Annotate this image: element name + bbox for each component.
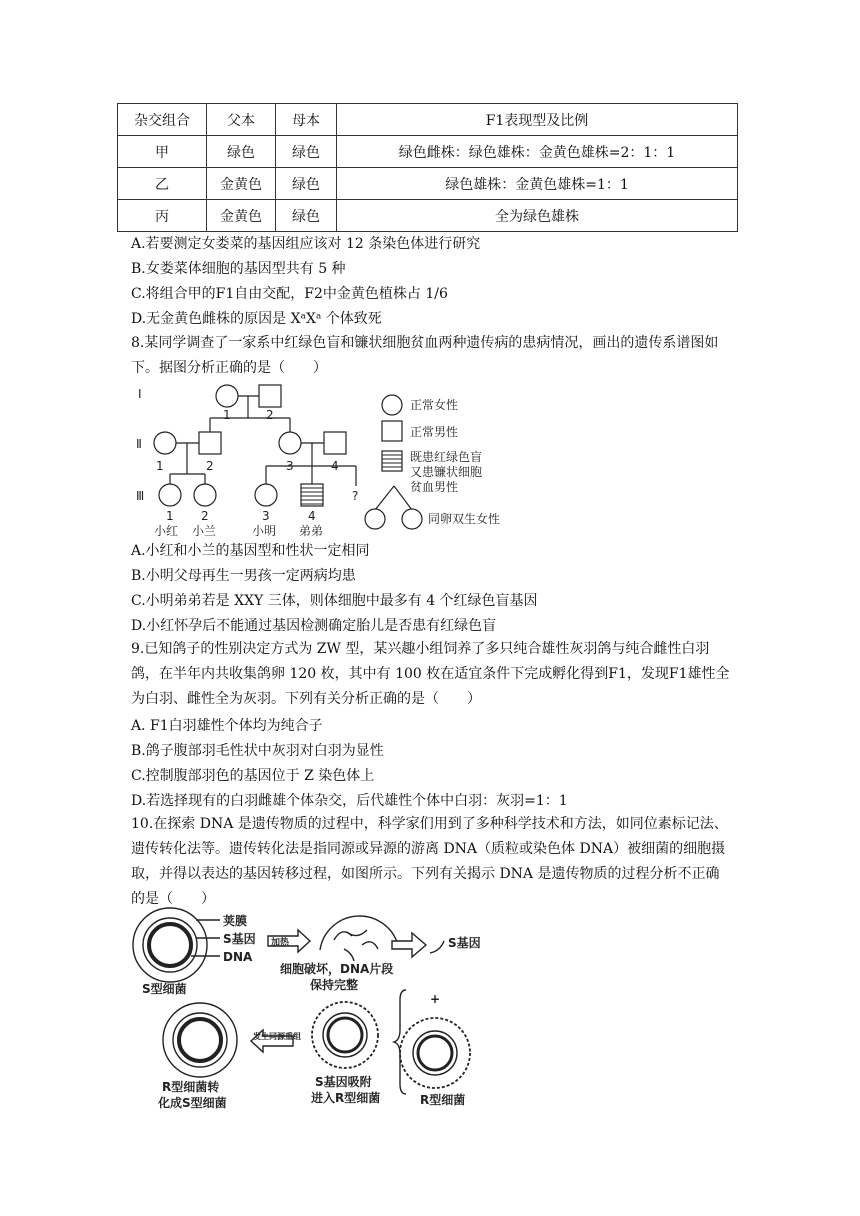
table-cell: 绿色	[276, 200, 337, 232]
q7-option-a: A.若要测定女娄菜的基因组应该对 12 条染色体进行研究	[131, 236, 481, 252]
table-row	[118, 136, 738, 168]
table-cell: 丙	[118, 200, 207, 232]
id-num: 4	[331, 459, 339, 473]
legend-affected-3: 贫血男性	[410, 480, 459, 494]
legend-affected-2: 又患镰状细胞	[410, 465, 483, 479]
label-adsorb-1: S基因吸附	[315, 1075, 372, 1089]
table-row	[118, 200, 738, 232]
table-row	[118, 168, 738, 200]
header-cell: 父本	[207, 104, 276, 136]
id-num: 2	[266, 408, 274, 422]
name-xiaohong: 小红	[154, 524, 179, 538]
transformation-diagram	[130, 905, 530, 1115]
table-cell: 绿色	[276, 168, 337, 200]
id-num: 3	[286, 459, 294, 473]
cross-table	[117, 103, 738, 232]
gen-label: Ⅲ	[136, 489, 145, 503]
label-s-bacteria: S型细菌	[142, 982, 187, 996]
header-cell: 母本	[276, 104, 337, 136]
table-cell: 绿色	[276, 136, 337, 168]
id-num: 4	[308, 509, 316, 523]
label-broken-1: 细胞破坏，DNA片段	[280, 962, 394, 976]
label-s-gene-free: S基因	[448, 936, 481, 950]
f1-header: F1表现型及比例	[485, 112, 589, 129]
id-num: 1	[166, 509, 174, 523]
label-adsorb-2: 进入R型细菌	[311, 1091, 381, 1105]
label-capsule: 荚膜	[223, 914, 248, 928]
table-cell: 绿色	[207, 136, 276, 168]
table-cell: 绿色雄株：金黄色雄株=1：1	[337, 168, 738, 200]
label-transform-1: R型细菌转	[162, 1080, 220, 1094]
legend-affected-1: 既患红绿色盲	[410, 450, 483, 464]
header-cell: 杂交组合	[118, 104, 207, 136]
q8-stem: 8.某同学调查了一家系中红绿色盲和镰状细胞贫血两种遗传病的患病情况，画出的遗传系谱图如下。据图分析正确的是（ ）	[131, 335, 719, 376]
table-cell: 全为绿色雄株	[337, 200, 738, 232]
id-num: 2	[206, 459, 214, 473]
legend-twins: 同卵双生女性	[428, 512, 501, 526]
q8-option-d: D.小红怀孕后不能通过基因检测确定胎儿是否患有红绿色盲	[131, 618, 497, 634]
id-num: 1	[223, 408, 231, 422]
table-header-row	[118, 104, 738, 136]
id-num: 1	[156, 459, 164, 473]
label-plus: +	[430, 992, 441, 1006]
q7-option-d: D.无金黄色雌株的原因是 XᵃXᵃ 个体致死	[131, 311, 382, 327]
label-r-bacteria: R型细菌	[420, 1093, 466, 1107]
legend-female: 正常女性	[410, 398, 459, 412]
pedigree-diagram	[130, 378, 530, 538]
id-num: 3	[262, 509, 270, 523]
label-transform-2: 化成S型细菌	[158, 1096, 227, 1110]
legend-male: 正常男性	[410, 425, 459, 439]
label-s-gene: S基因	[223, 932, 256, 946]
q7-option-c: C.将组合甲的F1自由交配，F2中金黄色植株占 1/6	[131, 286, 448, 302]
q10-stem: 10.在探索 DNA 是遗传物质的过程中，科学家们用到了多种科学技术和方法，如同位素标记法、遗传转化法等。遗传转化法是指同源或异源的游离 DNA（质粒或染色体 DNA）被细菌的细胞摄取，并得以表达的基因转移过程，如图所示。下列有关揭示 DNA 是遗传物质的过程分析不正确的是（ ）	[131, 816, 728, 907]
label-dna: DNA	[223, 950, 253, 964]
name-xiaoming: 小明	[252, 524, 277, 538]
gen-label: I	[138, 387, 142, 401]
q9-option-a: A. F1白羽雄性个体均为纯合子	[131, 718, 323, 734]
q9-option-d: D.若选择现有的白羽雌雄个体杂交，后代雄性个体中白羽：灰羽=1：1	[131, 793, 568, 809]
table-cell: 乙	[118, 168, 207, 200]
q7-option-b: B.女娄菜体细胞的基因型共有 5 种	[131, 261, 346, 277]
q8-option-c: C.小明弟弟若是 XXY 三体，则体细胞中最多有 4 个红绿色盲基因	[131, 593, 538, 609]
q8-option-b: B.小明父母再生一男孩一定两病均患	[131, 568, 356, 584]
gen-label: Ⅱ	[136, 437, 142, 451]
table-cell: 甲	[118, 136, 207, 168]
name-didi: 弟弟	[299, 524, 324, 538]
q9-option-b: B.鸽子腹部羽毛性状中灰羽对白羽为显性	[131, 743, 384, 759]
header-cell	[337, 104, 738, 136]
label-recombination: 发生同源重组	[253, 1032, 301, 1041]
q8-option-a: A.小红和小兰的基因型和性状一定相同	[131, 543, 370, 559]
label-broken-2: 保持完整	[310, 978, 359, 992]
q9-stem: 9.已知鸽子的性别决定方式为 ZW 型，某兴趣小组饲养了多只纯合雄性灰羽鸽与纯合雌性白羽鸽，在半年内共收集鸽卵 120 枚，其中有 100 枚在适宜条件下完成孵化得到F1，发现F1雄性全为白羽、雌性全为灰羽。下列有关分析正确的是（ ）	[131, 641, 730, 707]
table-cell: 金黄色	[207, 168, 276, 200]
table-cell: 金黄色	[207, 200, 276, 232]
id-num: 2	[201, 509, 209, 523]
unknown-child: ?	[352, 489, 359, 503]
table-cell: 绿色雌株：绿色雄株：金黄色雄株=2：1：1	[337, 136, 738, 168]
label-heat: 加热	[271, 938, 290, 948]
name-xiaolan: 小兰	[192, 524, 217, 538]
q9-option-c: C.控制腹部羽色的基因位于 Z 染色体上	[131, 768, 375, 784]
